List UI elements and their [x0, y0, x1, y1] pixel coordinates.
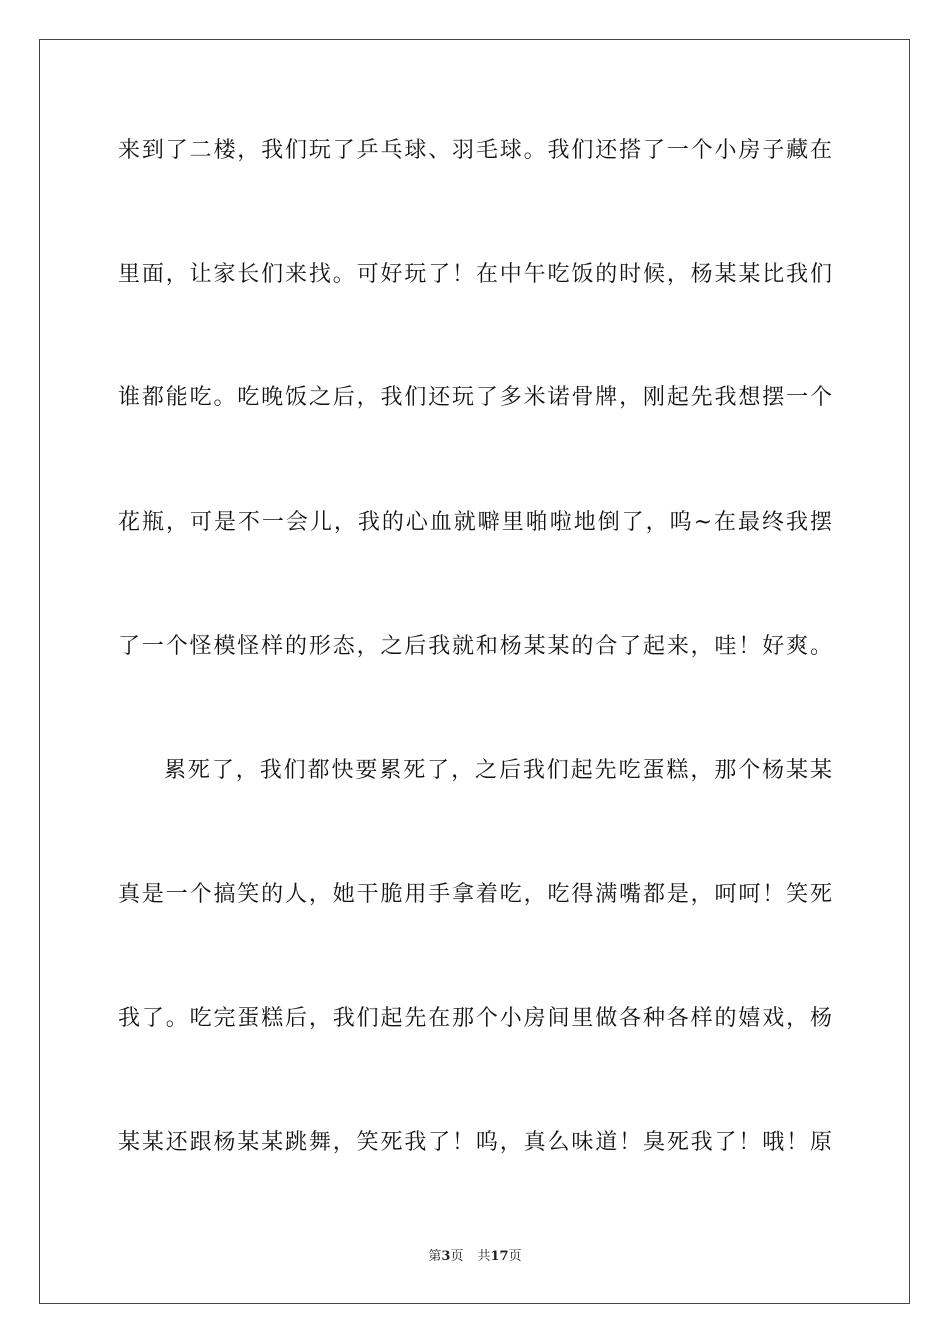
- page-footer: [0, 1248, 950, 1266]
- text-line-1: 来到了二楼，我们玩了乒乓球、羽毛球。我们还搭了一个小房子藏在: [118, 138, 832, 163]
- text-line-3: 谁都能吃。吃晚饭之后，我们还玩了多米诺骨牌，刚起先我想摆一个: [118, 385, 832, 410]
- page-suffix: 页: [450, 1249, 464, 1264]
- text-line-2: 里面，让家长们来找。可好玩了！在中午吃饭的时候，杨某某比我们: [118, 262, 832, 287]
- text-line-5: 了一个怪模怪样的形态，之后我就和杨某某的合了起来，哇！好爽。: [118, 634, 832, 659]
- page-prefix: 第: [428, 1249, 442, 1264]
- text-line-8: 我了。吃完蛋糕后，我们起先在那个小房间里做各种各样的嬉戏，杨: [118, 1006, 832, 1031]
- total-prefix: 共: [477, 1249, 491, 1264]
- total-pages: 17: [490, 1249, 509, 1264]
- page-frame: [39, 39, 910, 1304]
- text-line-7: 真是一个搞笑的人，她干脆用手拿着吃，吃得满嘴都是，呵呵！笑死: [118, 882, 832, 907]
- text-line-4: 花瓶，可是不一会儿，我的心血就噼里啪啦地倒了，呜~在最终我摆: [118, 510, 832, 535]
- text-line-6: 累死了，我们都快要累死了，之后我们起先吃蛋糕，那个杨某某: [164, 758, 832, 783]
- total-suffix: 页: [508, 1249, 522, 1264]
- page-number: 3: [441, 1249, 451, 1264]
- text-line-9: 某某还跟杨某某跳舞，笑死我了！呜，真么味道！臭死我了！哦！原: [118, 1130, 832, 1155]
